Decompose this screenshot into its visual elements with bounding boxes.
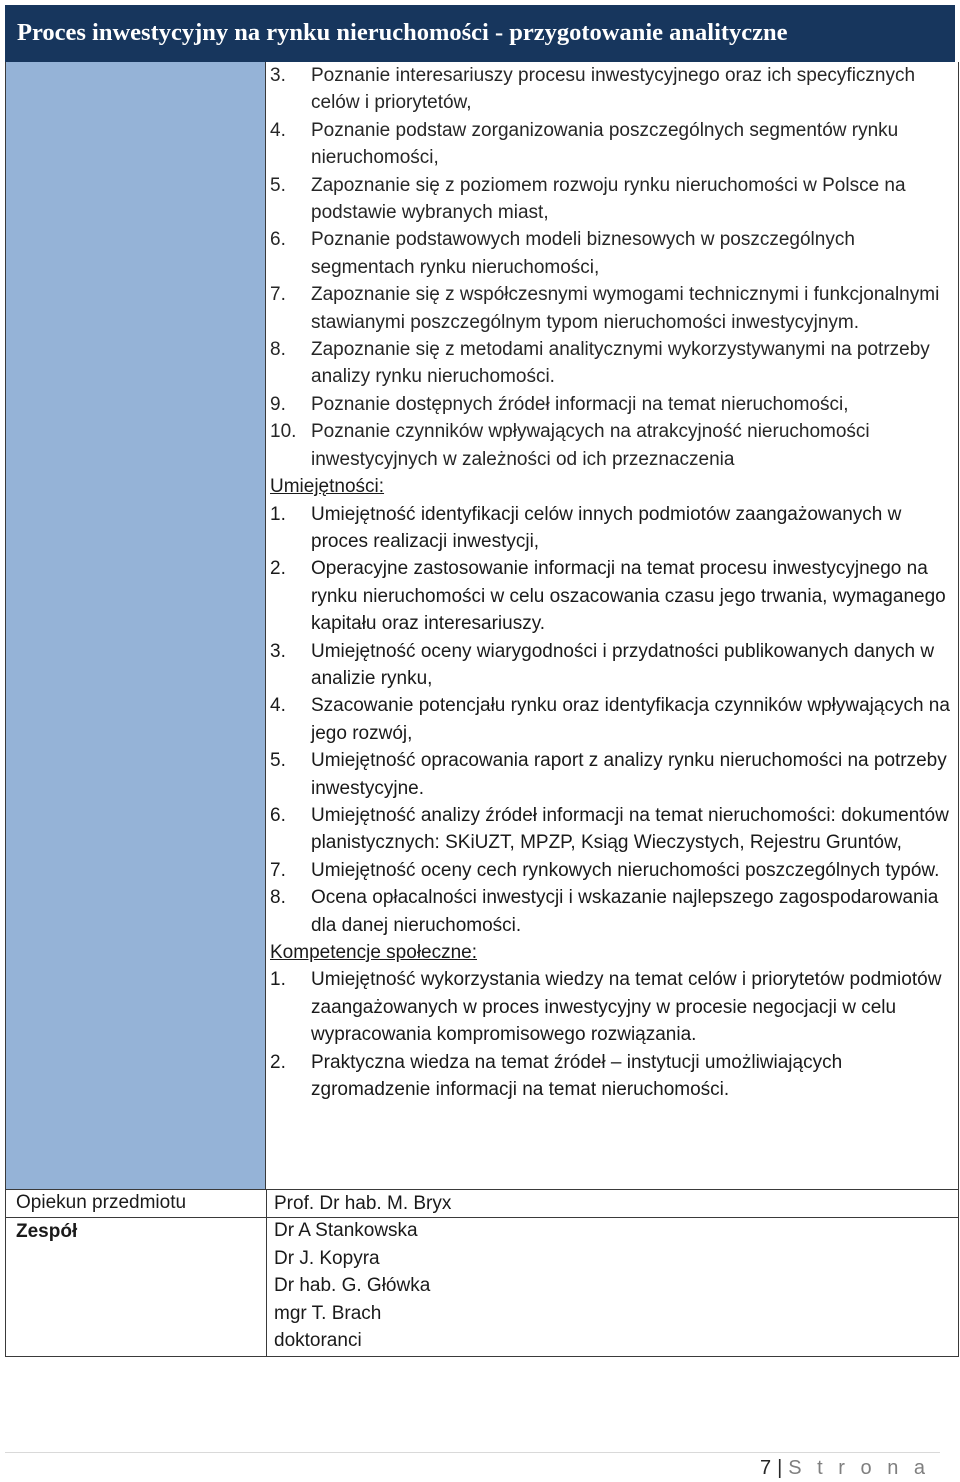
list-item <box>270 418 950 473</box>
list-item <box>270 884 950 939</box>
page-word: S t r o n a <box>788 1457 930 1479</box>
course-content <box>270 62 950 1103</box>
list-item <box>270 172 950 227</box>
item-text: Ocena opłacalności inwestycji i wskazanie najlepszego zagospodarowania dla danej nieruchomości. <box>311 887 939 936</box>
list-item <box>270 747 950 802</box>
page-header <box>5 5 955 62</box>
list-item <box>270 857 950 884</box>
team-member: Dr J. Kopyra <box>274 1247 380 1269</box>
list-item <box>270 966 950 1048</box>
item-text: Poznanie dostępnych źródeł informacji na temat nieruchomości, <box>311 393 849 415</box>
list-item <box>270 336 950 391</box>
item-text: Operacyjne zastosowanie informacji na temat procesu inwestycyjnego na rynku nieruchomości w celu oszacowania czasu jego trwania, wymaganego kapitału oraz interesariuszy. <box>311 558 946 635</box>
item-text: Poznanie interesariuszy procesu inwestycyjnego oraz ich specyficznych celów i priorytetów, <box>311 65 916 114</box>
item-text: Umiejętność identyfikacji celów innych podmiotów zaangażowanych w proces realizacji inwestycji, <box>311 503 902 552</box>
skills-list <box>270 501 950 940</box>
knowledge-list <box>270 62 950 473</box>
item-number: 7. <box>270 859 286 881</box>
item-number: 3. <box>270 640 286 662</box>
item-number: 4. <box>270 695 286 717</box>
skills-heading: Umiejętności: <box>270 476 385 498</box>
item-number: 1. <box>270 969 286 991</box>
item-text: Poznanie podstaw zorganizowania poszczególnych segmentów rynku nieruchomości, <box>311 119 899 169</box>
list-item <box>270 501 950 556</box>
item-text: Umiejętność wykorzystania wiedzy na temat celów i priorytetów podmiotów zaangażowanych w proces inwestycyjny w procesie negocjacji w celu wypracowania kompromisowego rozwiązania. <box>311 969 942 1046</box>
supervisor-label: Opiekun przedmiotu <box>16 1192 187 1213</box>
list-item <box>270 802 950 857</box>
supervisor-name: Prof. Dr hab. M. Bryx <box>274 1193 452 1214</box>
item-number: 2. <box>270 1051 286 1073</box>
list-item <box>270 391 950 418</box>
item-number: 7. <box>270 284 286 306</box>
item-text: Praktyczna wiedza na temat źródeł – instytucji umożliwiających zgromadzenie informacji na temat nieruchomości. <box>311 1051 843 1101</box>
team-block <box>274 1190 451 1354</box>
list-item <box>270 692 950 747</box>
list-item <box>270 638 950 693</box>
list-item <box>270 555 950 637</box>
team-member: mgr T. Brach <box>274 1302 382 1324</box>
item-number: 9. <box>270 393 286 415</box>
row-divider-supervisor <box>6 1189 958 1190</box>
footer-divider <box>5 1452 940 1453</box>
item-text: Umiejętność opracowania raport z analizy rynku nieruchomości na potrzeby inwestycyjne. <box>311 750 947 799</box>
competence-heading: Kompetencje społeczne: <box>270 942 478 963</box>
item-number: 6. <box>270 229 286 251</box>
list-item <box>270 1049 950 1104</box>
item-number: 5. <box>270 750 286 772</box>
item-number: 10. <box>270 421 297 443</box>
page-footer <box>760 1457 930 1480</box>
item-text: Umiejętność analizy źródeł informacji na temat nieruchomości: dokumentów planistycznych: SKiUZT, MPZP, Ksiąg Wieczystych, Rejestru Gruntów, <box>311 804 949 854</box>
footer-separator: | <box>777 1457 783 1479</box>
page-title: Proces inwestycyjny na rynku nieruchomości - przygotowanie analityczne <box>17 19 788 46</box>
item-number: 6. <box>270 804 286 826</box>
list-item <box>270 281 950 336</box>
item-text: Zapoznanie się z poziomem rozwoju rynku nieruchomości w Polsce na podstawie wybranych miast, <box>311 174 906 224</box>
team-member: doktoranci <box>274 1330 362 1352</box>
item-text: Umiejętność oceny cech rynkowych nieruchomości poszczególnych typów. <box>311 859 940 881</box>
row-divider-team <box>6 1217 958 1218</box>
item-number: 8. <box>270 339 286 361</box>
item-text: Zapoznanie się z metodami analitycznymi wykorzystywanymi na potrzeby analizy rynku nieruchomości. <box>311 339 930 388</box>
list-item <box>270 226 950 281</box>
list-item <box>270 117 950 172</box>
page-number: 7 <box>759 1457 772 1479</box>
item-number: 5. <box>270 174 286 196</box>
competence-list <box>270 966 950 1103</box>
item-text: Poznanie czynników wpływających na atrakcyjność nieruchomości inwestycyjnych w zależności od ich przeznaczenia <box>311 421 870 470</box>
label-column <box>6 62 266 1190</box>
list-item <box>270 62 950 117</box>
item-number: 8. <box>270 887 286 909</box>
item-number: 1. <box>270 503 286 525</box>
team-member: Dr hab. G. Główka <box>274 1275 431 1297</box>
item-text: Zapoznanie się z współczesnymi wymogami technicznymi i funkcjonalnymi stawianymi poszczególnym typom nieruchomości inwestycyjnym. <box>311 284 940 333</box>
item-number: 3. <box>270 65 286 86</box>
team-member: Dr A Stankowska <box>274 1220 418 1242</box>
item-text: Szacowanie potencjału rynku oraz identyfikacja czynników wpływających na jego rozwój, <box>311 695 950 744</box>
team-label: Zespół <box>16 1221 78 1242</box>
item-text: Umiejętność oceny wiarygodności i przydatności publikowanych danych w analizie rynku, <box>311 640 935 689</box>
item-number: 4. <box>270 119 286 141</box>
item-number: 2. <box>270 558 286 580</box>
column-divider <box>266 1190 267 1356</box>
item-text: Poznanie podstawowych modeli biznesowych w poszczególnych segmentach rynku nieruchomości, <box>311 229 855 278</box>
